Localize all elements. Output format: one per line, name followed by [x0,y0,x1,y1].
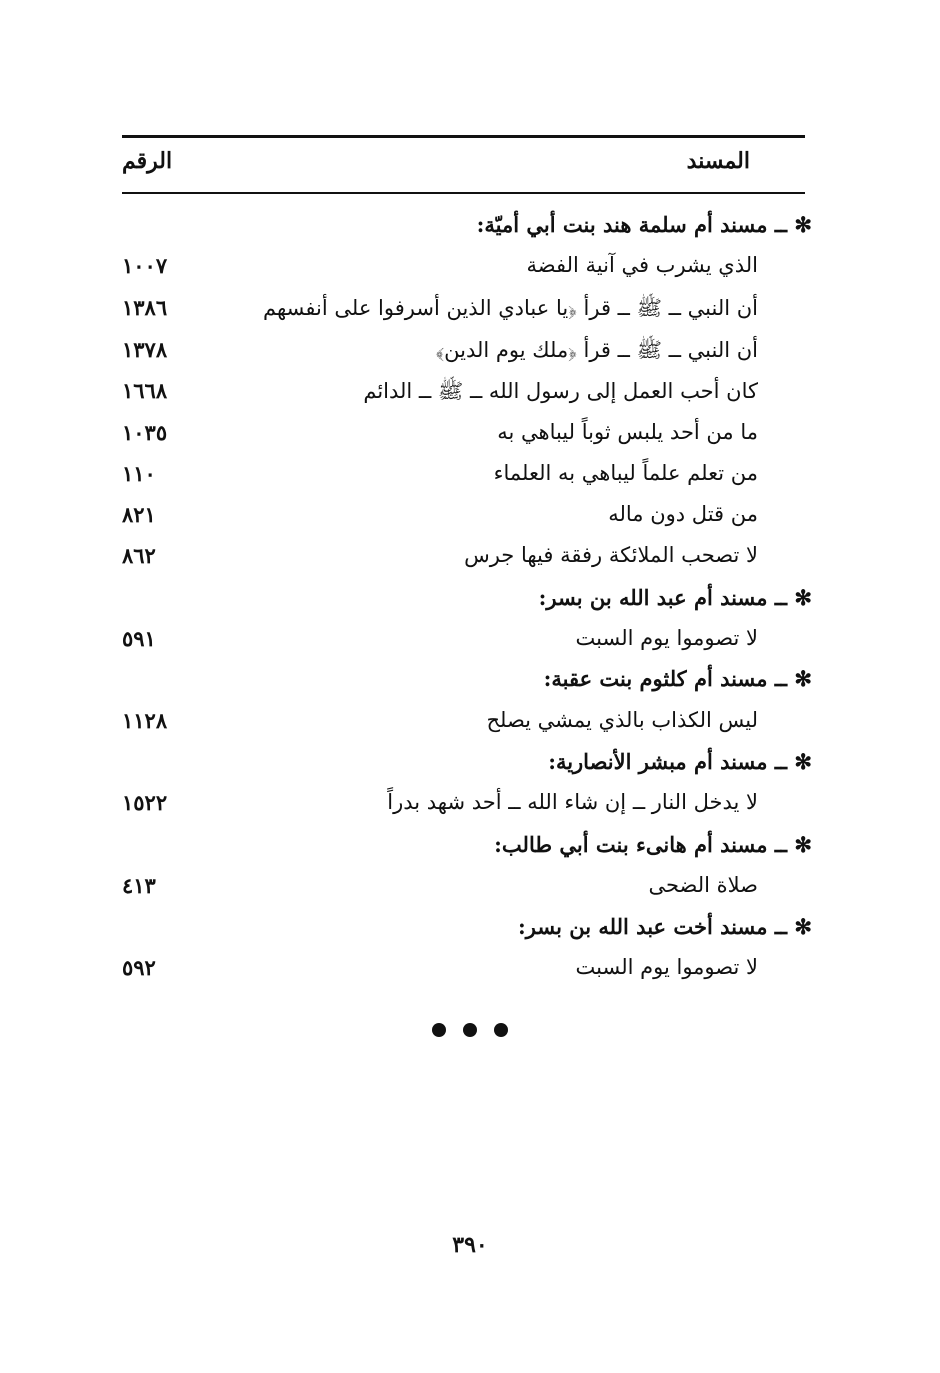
hadith-number: ١٦٦٨ [122,378,168,403]
hadith-text: لا تصوموا يوم السبت [575,955,758,979]
hadith-text: الذي يشرب في آنية الفضة [526,253,758,277]
hadith-entry [0,378,940,418]
hadith-entry [0,337,940,377]
hadith-number: ١٥٢٢ [122,790,168,815]
hadith-entry [0,790,940,830]
hadith-entry [0,955,940,995]
musnad-heading-text: ✻ ــ مسند أم مبشر الأنصارية: [548,749,812,774]
dot-icon [432,1023,446,1037]
column-header-number: الرقم [122,148,173,174]
page-number: ٣٩٠ [452,1232,488,1258]
hadith-number: ٤١٣ [122,873,156,898]
hadith-number: ١٣٨٦ [122,295,168,320]
hadith-number: ١٠٣٥ [122,420,168,445]
hadith-text: كان أحب العمل إلى رسول الله ــ ﷺ ــ الدائم [363,379,758,403]
hadith-number: ١١٢٨ [122,708,168,733]
musnad-heading-text: ✻ ــ مسند أم هانىء بنت أبي طالب: [494,832,812,857]
musnad-heading [0,832,940,872]
hadith-entry [0,295,940,335]
hadith-number: ١١٠ [122,461,156,486]
section-end-dots [0,1022,940,1041]
musnad-heading [0,914,940,954]
hadith-text: لا تصحب الملائكة رفقة فيها جرس [464,543,758,567]
dot-icon [494,1023,508,1037]
hadith-entry [0,502,940,542]
musnad-heading [0,666,940,706]
hadith-text: لا تصوموا يوم السبت [575,626,758,650]
hadith-entry [0,543,940,583]
column-header-musnad: المسند [686,148,750,174]
hadith-entry [0,873,940,913]
musnad-heading [0,585,940,625]
hadith-entry [0,708,940,748]
hadith-number: ٥٩٢ [122,955,156,980]
hadith-text: أن النبي ــ ﷺ ــ قرأ ﴿ملك يوم الدين﴾ [435,338,758,362]
hadith-text: من تعلم علماً ليباهي به العلماء [493,461,758,485]
dot-icon [463,1023,477,1037]
hadith-text: صلاة الضحى [648,873,758,897]
musnad-heading [0,212,940,252]
hadith-number: ١٠٠٧ [122,253,168,278]
hadith-text: لا يدخل النار ــ إن شاء الله ــ أحد شهد بدراً [387,790,758,814]
hadith-text: أن النبي ــ ﷺ ــ قرأ ﴿يا عبادي الذين أسرفوا على أنفسهم [263,296,758,320]
musnad-heading [0,749,940,789]
hadith-number: ٨٦٢ [122,543,156,568]
musnad-heading-text: ✻ ــ مسند أم عبد الله بن بسر: [538,585,812,610]
hadith-entry [0,461,940,501]
hadith-number: ٨٢١ [122,502,156,527]
header-rule [122,192,805,194]
hadith-text: من قتل دون ماله [608,502,758,526]
musnad-heading-text: ✻ ــ مسند أم سلمة هند بنت أبي أميّة: [476,212,812,237]
top-rule [122,135,805,138]
hadith-number: ١٣٧٨ [122,337,168,362]
hadith-entry [0,626,940,666]
hadith-text: ليس الكذاب بالذي يمشي يصلح [486,708,758,732]
hadith-text: ما من أحد يلبس ثوباً ليباهي به [497,420,758,444]
hadith-entry [0,420,940,460]
musnad-heading-text: ✻ ــ مسند أم كلثوم بنت عقبة: [543,666,812,691]
hadith-entry [0,253,940,293]
musnad-heading-text: ✻ ــ مسند أخت عبد الله بن بسر: [518,914,812,939]
hadith-number: ٥٩١ [122,626,156,651]
